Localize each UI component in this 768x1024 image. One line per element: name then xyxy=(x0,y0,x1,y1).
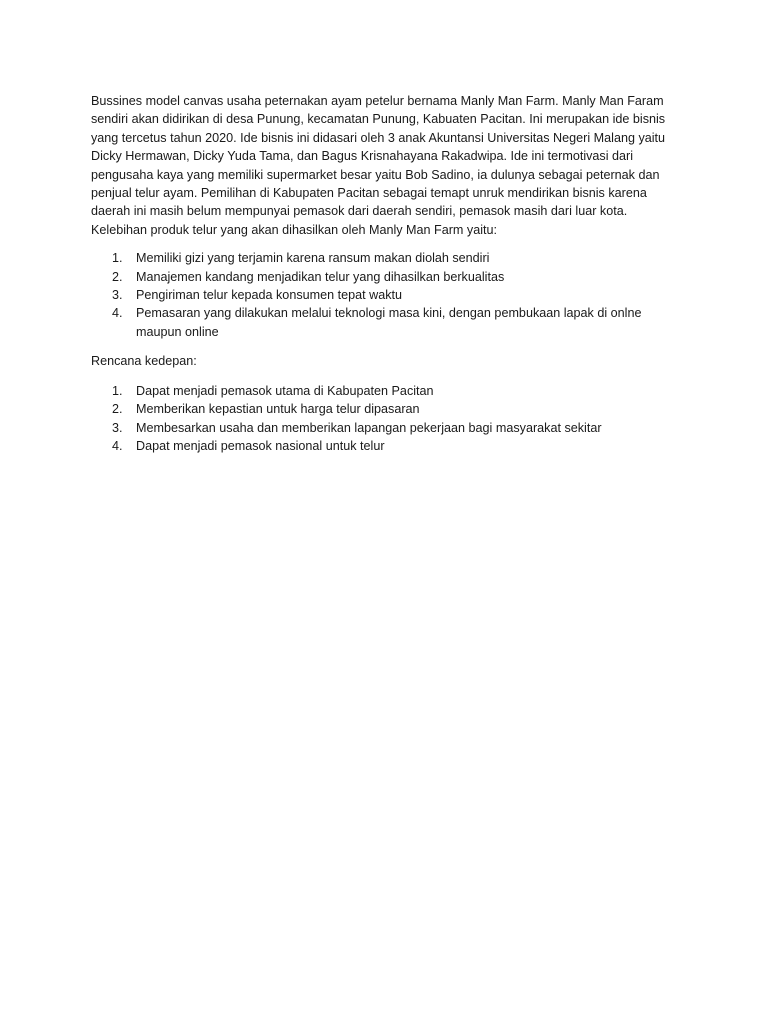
plans-heading: Rencana kedepan: xyxy=(91,354,197,369)
list-number: 4. xyxy=(112,438,123,453)
document-page xyxy=(91,92,681,455)
intro-line: yang tercetus tahun 2020. Ide bisnis ini didasari oleh 3 anak Akuntansi Universitas Negeri Malang yaitu xyxy=(91,130,666,145)
list-item-text: Memberikan kepastian untuk harga telur dipasaran xyxy=(136,402,420,417)
list-number: 1. xyxy=(112,383,123,398)
intro-line: pengusaha kaya yang memiliki supermarket besar yaitu Bob Sadino, ia dulunya sebagai peternak dan xyxy=(91,167,660,182)
list-item-text: Pemasaran yang dilakukan melalui teknologi masa kini, dengan pembukaan lapak di onlne xyxy=(136,306,642,321)
intro-line: Dicky Hermawan, Dicky Yuda Tama, dan Bagus Krisnahayana Rakadwipa. Ide ini termotivasi dari xyxy=(91,149,634,164)
list-number: 4. xyxy=(112,306,123,321)
list-item-text: Dapat menjadi pemasok nasional untuk telur xyxy=(136,438,385,453)
list-item-text: Memiliki gizi yang terjamin karena ransum makan diolah sendiri xyxy=(136,251,490,266)
intro-line: Bussines model canvas usaha peternakan ayam petelur bernama Manly Man Farm. Manly Man Faram xyxy=(91,94,664,108)
advantages-list xyxy=(91,249,681,341)
list-item-text: Manajemen kandang menjadikan telur yang dihasilkan berkualitas xyxy=(136,269,505,284)
list-item xyxy=(91,382,681,400)
list-item-text-continued: maupun online xyxy=(136,324,219,339)
list-item xyxy=(91,419,681,437)
list-item xyxy=(91,437,681,455)
list-item-text: Pengiriman telur kepada konsumen tepat waktu xyxy=(136,288,403,303)
plans-list xyxy=(91,382,681,456)
list-item xyxy=(91,286,681,304)
list-item xyxy=(91,249,681,267)
intro-paragraph xyxy=(91,92,681,239)
list-number: 2. xyxy=(112,402,123,417)
intro-line: Kelebihan produk telur yang akan dihasilkan oleh Manly Man Farm yaitu: xyxy=(91,222,498,237)
list-number: 1. xyxy=(112,251,123,266)
list-number: 3. xyxy=(112,288,123,303)
list-number: 3. xyxy=(112,420,123,435)
list-item xyxy=(91,400,681,418)
intro-line: sendiri akan didirikan di desa Punung, kecamatan Punung, Kabuaten Pacitan. Ini merupakan ide bisnis xyxy=(91,112,666,127)
list-item-text: Dapat menjadi pemasok utama di Kabupaten Pacitan xyxy=(136,383,434,398)
intro-line: penjual telur ayam. Pemilihan di Kabupaten Pacitan sebagai temapt unruk mendirikan bisnis karena xyxy=(91,186,647,201)
list-item-text: Membesarkan usaha dan memberikan lapangan pekerjaan bagi masyarakat sekitar xyxy=(136,420,602,435)
list-item xyxy=(91,268,681,286)
list-item xyxy=(91,304,681,341)
list-number: 2. xyxy=(112,269,123,284)
intro-line: daerah ini masih belum mempunyai pemasok dari daerah sendiri, pemasok masih dari luar kota. xyxy=(91,204,628,219)
